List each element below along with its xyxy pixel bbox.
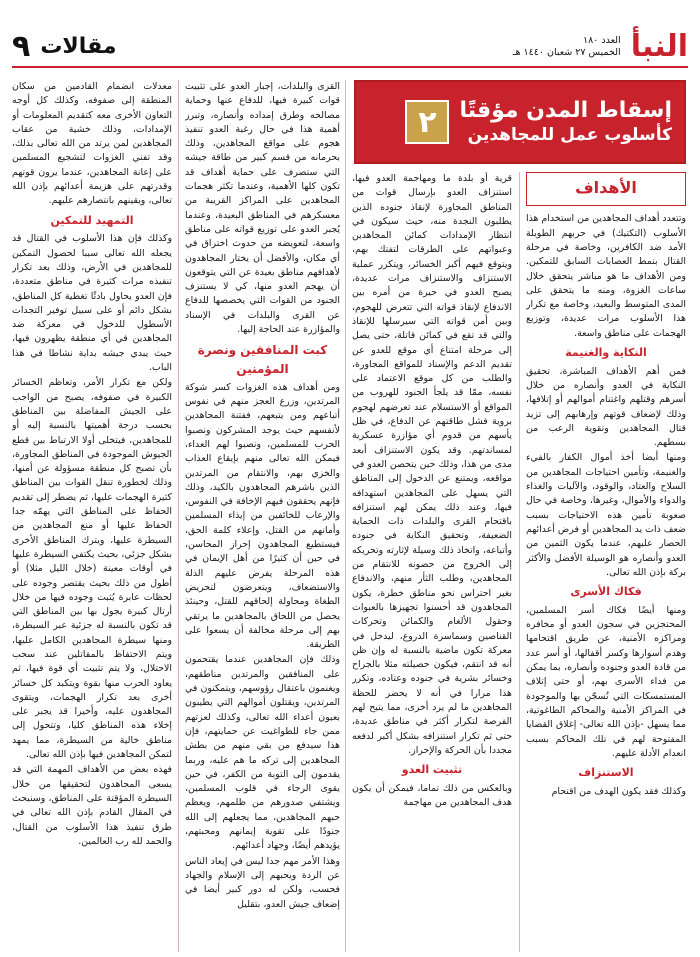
paragraph: ومن أهداف هذه الغزوات كسر شوكة المرتدين، وزرع العجز منهم في نفوس أتباعهم ومن يتبعهم، ففتنة المجاهدين لأنفسهم حيث يوجد المشركون ونصبوا الحرب للمسلمين، ونصبوا لهم العداء، فيمكن الله تعالى منهم بإيقاع العذاب والخزي بهم، والانتقام من المرتدين الذين باشرهم المجاهدون بالكيد، وذلك فإنهم يحققون فيهم الإخافة في النفوس، والإرعاب للخائفين من إيذاء المسلمين وأمانهم من القتل، وإعلاء كلمة الحق، فيستطيع المجاهدون إحراز المحاسن، في حين أن كثيرًا من أهل الإيمان في هذه المرحلة يفرض عليهم الذلة والاستضعاف، ويتعرضون لتحريض الطغاة ومحاولة إلحاقهم للقتل، وحينئذ يحصل من اللحاق بالمجاهدين ما يرتقي بهم إلى مرحلة مخالفة أن يسعوا على الطريقة. <box>185 381 340 651</box>
paragraph: وهذا الأمر مهم جدا ليس في إيعاد الناس عن الردة ويحبهم إلى الإسلام والجهاد فحسب، ولكن له دور كبير أيضا في إضعاف جيش العدو، بتقليل <box>185 855 340 910</box>
article-title-line1: إسقاط المدن مؤقتًا <box>459 97 672 123</box>
subheading: الاستنزاف <box>578 766 634 780</box>
section-title: مقالات <box>40 34 117 59</box>
issue-number: العدد ١٨٠ <box>583 35 621 47</box>
article-part-number: ٢ <box>405 100 449 144</box>
subheading: التمهيد للتمكين <box>50 213 134 227</box>
column-divider <box>519 172 520 952</box>
paragraph: القرى والبلدات، إجبار العدو على تثبيت قوات كبيرة فيها، للدفاع عنها وحماية مصالحه وطرق إمداده وأنصاره، وتبرز أهمية هذا في حال رغبة العدو تنفيذ هجوم على مواقع المجاهدين، وذلك بحرمانه من قسم كبير من طاقة جيشه التي ستصرف على حماية أهداف قد تكون كلها الأهمية، وعندما تكثر هجمات المجاهدين على المراكز القريبة من معسكرهم في المناطق البعيدة، وعندما يُجبر العدو على توزيع قواته على مناطق واسعة، لتعويضه من حدوث اختراق في أي مكان، والأفضل أن يختار المجاهدون لأهدافهم مناطق بعيدة عن التي يتوقعون أن يهجم العدو منها، كي لا يستنزف الجنود من القوات التي يخصصها للدفاع عن القرى والبلدات في الإسناد والمؤازرة عند الحاجة إليها. <box>185 81 340 336</box>
paragraph: وبالعكس من ذلك تماما، فيمكن أن يكون هدف المجاهدين من مهاجمة <box>352 782 512 809</box>
section-heading-goals: الأهداف <box>526 172 686 206</box>
header-right <box>512 29 688 64</box>
header-left <box>12 29 117 64</box>
paragraph: فهذه بعض من الأهداف المهمة التي قد يسعى المجاهدون لتحقيقها من خلال السيطرة المؤقتة على المناطق، وسنبحث في المقال القادم بإذن الله تعالى في طرق تنفيذ هذا الأسلوب من القتال، والحمد لله رب العالمين. <box>12 764 172 847</box>
paragraph: ومنها أيضًا فكاك أسر المسلمين، المحتجزين في سجون العدو أو مخافره ومراكزه الأمنية، عن طريق اقتحامها وهدم أسوارها وكسر أقفالها، أو أسر عدد من قادة العدو وجنوده وأنصاره، بما يمكن من فداء الأسرى بهم، أو حتى إتلاف المستمسكات التي تُسجّن بها والموجودة في المراكز الأمنية والمحاكم الطاغوتية، مما يسهل -بإذن الله تعالى- إغلاق القضايا المفتوحة لهم في تلك المحاكم بسبب انعدام الأدلة عليهم. <box>526 604 686 759</box>
column-divider <box>178 80 179 952</box>
paragraph: ولكن مع تكرار الأمر، وتعاظم الخسائر الكبيرة في صفوفه، يصبح من الواجب على الجيش المفاضلة بين المناطق بحسب درجة أهميتها بالنسبة إليه أو للمجاهدين، فيتخلى أولا الارتباط بين قطع الجيوش الموجودة في المناطق المجاورة، بأن تصبح كل منطقة مسؤولة عن أمنها، وذلك لخطورة تنقل القوات بين المناطق كثيرة الهجمات عليها، ثم يضطر إلى تقديم الحفاظ على المناطق التي يهمّه جدا الحفاظ عليها أو منع المجاهدين من السيطرة عليها، ويترك المناطق الأخرى بشكل جزئي، بحيث يكتفي السيطرة عليها في أوقات معينة (خلال الليل مثلا) أو أطول من ذلك بحيث يقتصر وجوده على لحظات عابرة يُثبت وجوده فيها من خلال أرتال كبيرة يجول بها بين المناطق التي قد تكون بالنسبة له جزئية عبر السيطرة، ومنها سيطرة المجاهدين الكامل عليها، ويتم الاحتفاظ بالمقاتلين عند سحب الاحتلال، ولا يتم تثبيت أي قوة فيها، ثم يعاود الحرب منها بقوة ويتكبد كل خسائر أخرى بعد تكرار الهجمات، ويتقوى المجاهدون عليه، وأخيرا قد يجبر على إخلاء هذه المناطق كليا، وتتحول إلى مناطق خالية من السيطرة، مما يمهد لتمكن المجاهدين فيها بإذن الله تعالى. <box>12 377 172 761</box>
paragraph: وكذلك فإن هذا الأسلوب في القتال قد يجعله الله تعالى سببا لحصول التمكين للمجاهدين في الأرض، وذلك بعد تكرار تنفيذه مرات كثيرة في مناطق متعددة، فإن العدو يحاول بادئًا تغطية كل المناطق، بشكل دائم أو على سبيل توفير التجدات الأسطول للدخول في معركة ضد المجاهدين في أي منطقة يظهرون فيها، حيث يبدي جيشه بداية نشاطا في هذا الباب. <box>12 233 172 374</box>
magazine-logo: النبأ <box>630 29 688 64</box>
issue-info <box>513 35 621 59</box>
article-column-3 <box>185 80 340 952</box>
article-title-banner <box>354 80 686 164</box>
subheading: النكاية والغنيمة <box>565 345 647 359</box>
paragraph: وذلك فإن المجاهدين عندما يقتحمون على المنافقين والمرتدين مناطقهم، ويغنمون باعتقال رؤوسهم، ويتمكنون في المرتدين، ويقتلون أموالهم التي يطيبون بعيون أعداء الله تعالى، وكذلك لعزتهم ممن جاء للطواغيت عن حمايتهم، فإن هذا سيدفع من بقي منهم من بطش المجاهدين إلى تركه ما هم عليه، وربما يقدمون إلى التوبة من الكفر، في حين يقوى الرجاء في قلوب المسلمين، ويشتفي صدورهم من ظلمهم، ويعظم حبهم المجاهدين، مما يجعلهم إلى الله جنودًا على تقوية إيمانهم ومحبتهم، يؤيدهم أيضًا، وجهاد أعدائهم. <box>185 654 340 852</box>
paragraph: وكذلك فقد يكون الهدف من اقتحام <box>551 785 686 797</box>
article-column-2 <box>352 172 512 952</box>
header-rule <box>12 66 688 68</box>
subheading: فكاك الأسرى <box>570 585 642 599</box>
article-title <box>459 98 672 146</box>
paragraph: وتتعدد أهداف المجاهدين من استخدام هذا الأسلوب (التكتيك) في حربهم الطويلة الأمد ضد الكافرين، وخاصة في مرحلة القتال بنمط العصابات السابق للتمكين. ومن الأهداف ما هو مباشر يتحقق خلال ساعات الغزوة، ومنه ما يتحقق على المدى المتوسط والبعيد، وخاصة مع تكرار هذا الأسلوب مرات عديدة، وتوزيع الهجمات على مناطق واسعة. <box>526 213 686 339</box>
paragraph: فمن أهم الأهداف المباشرة، تحقيق النكاية في العدو وأنصاره من خلال أسرهم وقتلهم واغتنام أموالهم أو إتلافها، وذلك لإضعاف قوتهم وإرهابهم إلى تزيد قتال المجاهدين وتقوية الرعب من بسطهم. <box>526 365 686 449</box>
article-title-line2: كأسلوب عمل للمجاهدين <box>467 125 672 146</box>
paragraph: معدلات انضمام القادمين من سكان المنطقة إلى صفوفه، وكذلك كل أوجه التعاون الأخرى معه كتقديم المعلومات أو الإمدادات، وذلك خشية من عقاب المجاهدين لمن يرتد من الله تعالى بذلك، وقد تفني الغزوات لتشجيع المسلمين على إعانة المجاهدين، عندما يرون قوتهم وقدرتهم على هزيمة أعدائهم بإذن الله تعالى، ويقينهم بانتصارهم عليهم. <box>12 81 172 207</box>
issue-date: الخميس ٢٧ شعبان ١٤٤٠ هـ <box>512 47 621 58</box>
paragraph: ومنها أيضا أخذ أموال الكفار بالفيء والغنيمة، وتأمين احتياجات المجاهدين من السلاح والعتاد، والوقود، والآليات والغذاء والدواء والأموال، وغيرها، وخاصة في حال صعوبة تأمين هذه الاحتياجات بسبب ضعف ذات يد المجاهدين أو فرض أعدائهم الحصار عليهم، عندما يكون الثمين من العدو وأنصاره هو الوسيلة الأفضل والأكثر بركة بإذن الله تعالى. <box>526 452 686 578</box>
paragraph: قرية أو بلدة ما ومهاجمة العدو فيها، استنزاف العدو بإرسال قوات من المناطق المجاورة لإنقاذ جنوده الذين يطلبون النجدة منه، حيث سيكون في انتظار الإمدادات كمائن المجاهدين وعبواتهم على الطرقات لتفتك بهم، ويتوقع فيهم أكبر الخسائر، ويتكرر عملية الاستنزاف والاستنزاف مرات عديدة، يصبح العدو في حيرة من أمره بين الاندفاع لإنقاذ قواته التي تتعرض للهجوم، وبين أمن قواته التي سيرسلها للإنقاذ والتي قد تقع في كمائن قاتلة، حتى يصل إلى مرحلة امتناع أي موقع للعدو عن تقديم الدعم والإسناد للمواقع المجاورة، والطلب من كل موقع الاعتماد على نفسه، ممّا قد يلجأ الجنود للهروب من المواقع أو الاستسلام عند تعرضهم لهجوم بروية فشل طاقتهم عن الدفاع، في ظل يأسهم من قدوم أي مؤازرة عسكرية لمساندتهم. وقد يكون الاستنزاف أبعد مدى من هذا، وذلك حين يتحصن العدو في مواقعه، ويمتنع عن الدخول إلى المناطق التي يسهل على المجاهدين استهدافه فيها، وعند ذلك يمكن لهم استنزافه باقتحام القرى والبلدات ذات الحماية الضعيفة، وتحقيق النكاية في جنوده وأتباعه، واتخاذ ذلك وسيلة لإثارته وتحريكه إلى الخروج من حصونه للانتقام من المجاهدين، وطلب الثأر منهم، والاندفاع بغير احتراس نحو مناطق خطرة، يكون المجاهدون قد أحسنوا تجهيزها بالعبوات وحقول الألغام والكمائن وتحركات القناصين وسماسرة الدروع، ليدخل في معركة تكون ماضية بالنسبة له وإن ظن أنه قد انتقم، فيكون حصيلته مثلا بالجراح وخسائر بشرية في جنوده وعتاده، وتكرر هذا مرارا في أنه لا يحضر للحظة المجاهدين ما لم يرد أخرى، مما يتيح لهم الفرصة لتكرار أكثر في مناطق عديدة، حتى ثم تكرار استنزافه بشكل أكبر لدفعه مجددا بأن الحركة والإحراز. <box>352 173 512 756</box>
page-number: ٩ <box>12 29 31 64</box>
column-divider <box>345 80 346 952</box>
article-column-4 <box>12 80 172 952</box>
page-header <box>12 28 688 66</box>
subheading: تثبيت العدو <box>401 763 463 777</box>
article-column-1 <box>526 172 686 952</box>
subheading: كبت المنافقين ونصرة المؤمنين <box>197 343 328 376</box>
